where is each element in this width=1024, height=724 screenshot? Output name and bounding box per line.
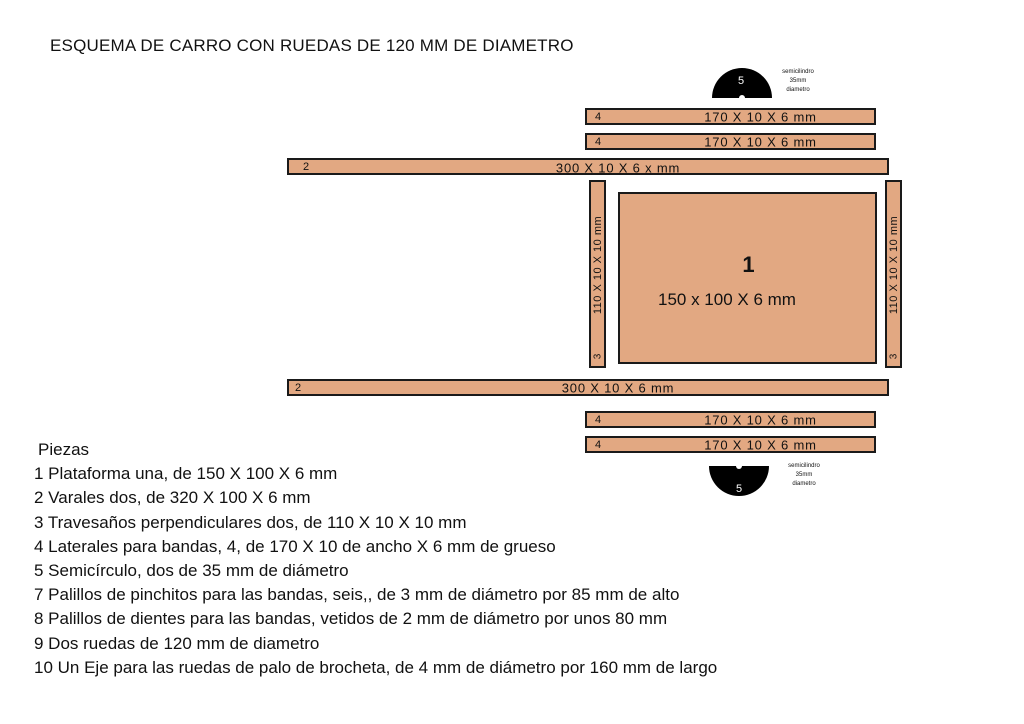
list-item: 7 Palillos de pinchitos para las bandas, seis,, de 3 mm de diámetro por 85 mm de alto	[34, 585, 680, 605]
piece-dimensions: 170 X 10 X 6 mm	[704, 437, 817, 452]
semicircle-bottom-num: 5	[735, 483, 743, 495]
piece-number: 4	[595, 110, 602, 123]
semicircle-top-num: 5	[737, 75, 745, 87]
platform-dimensions: 150 x 100 X 6 mm	[658, 290, 796, 309]
list-item: 8 Palillos de dientes para las bandas, vetidos de 2 mm de diámetro por unos 80 mm	[34, 609, 668, 629]
piece-number: 2	[303, 160, 310, 173]
cross-piece-right	[885, 180, 902, 368]
piece-number: 4	[595, 413, 602, 426]
list-item: 3 Travesaños perpendiculares dos, de 110 X 10 X 10 mm	[34, 512, 467, 532]
piece-number: 3	[888, 353, 899, 360]
piece-dimensions: 300 X 10 X 6 mm	[561, 380, 675, 395]
piece-dimensions: 300 X 10 X 6 x mm	[555, 160, 681, 176]
shaft-bottom	[287, 379, 889, 396]
platform-number: 1	[742, 252, 755, 277]
parts-heading: Piezas	[38, 440, 90, 459]
semicircle-bottom-note: semicilindro 35mm diametro	[788, 463, 820, 487]
piece-number: 2	[295, 381, 302, 394]
piece-dimensions: 170 X 10 X 6 mm	[704, 109, 817, 124]
piece-number: 3	[592, 353, 603, 360]
piece-number: 4	[595, 438, 602, 451]
shaft-top	[287, 158, 889, 175]
semicircle-top-note: semicilindro 35mm diametro	[782, 69, 814, 93]
cross-piece-left	[589, 180, 606, 368]
list-item: 1 Plataforma una, de 150 X 100 X 6 mm	[34, 464, 338, 484]
parts-list	[34, 438, 717, 680]
piece-dimensions: 170 X 10 X 6 mm	[704, 412, 817, 427]
diagram-title: ESQUEMA DE CARRO CON RUEDAS DE 120 MM DE DIAMETRO	[50, 36, 574, 55]
list-item: 9 Dos ruedas de 120 mm de diametro	[34, 633, 320, 653]
piece-dimensions: 110 X 10 X 10 mm	[887, 215, 900, 314]
semicircle-top	[710, 64, 774, 100]
list-item: 5 Semicírculo, dos de 35 mm de diámetro	[34, 561, 349, 581]
list-item: 2 Varales dos, de 320 X 100 X 6 mm	[34, 488, 311, 508]
platform	[618, 192, 877, 364]
piece-dimensions: 110 X 10 X 10 mm	[591, 215, 604, 314]
side-piece-bottom-1	[585, 411, 876, 428]
list-item: 10 Un Eje para las ruedas de palo de brocheta, de 4 mm de diámetro por 160 mm de largo	[34, 657, 718, 677]
piece-dimensions: 170 X 10 X 6 mm	[704, 134, 817, 149]
side-piece-top-1	[585, 108, 876, 125]
piece-number: 4	[595, 135, 602, 148]
side-piece-top-2	[585, 133, 876, 150]
list-item: 4 Laterales para bandas, 4, de 170 X 10 de ancho X 6 mm de grueso	[34, 536, 556, 556]
